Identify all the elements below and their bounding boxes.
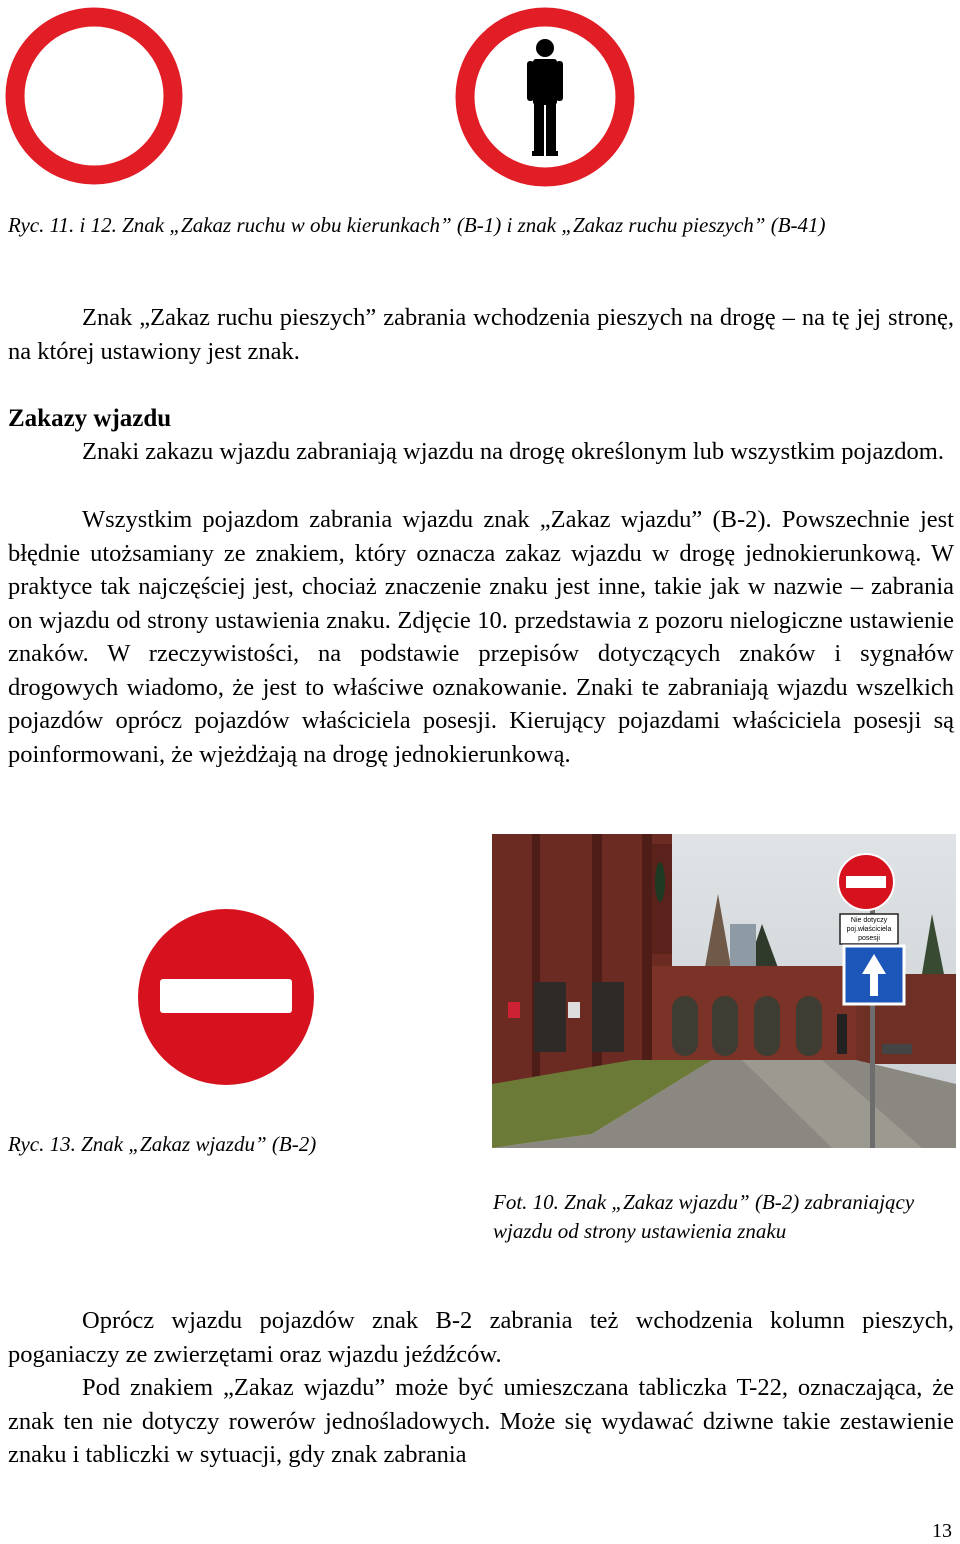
figure-caption: Fot. 10. Znak „Zakaz wjazdu” (B-2) zabraniający wjazdu od strony ustawienia znaku bbox=[493, 1190, 915, 1243]
no-pedestrians-sign-icon bbox=[454, 6, 636, 188]
no-entry-sign-icon bbox=[136, 906, 316, 1088]
paragraph: Znaki zakazu wjazdu zabraniają wjazdu na drogę określonym lub wszystkim pojazdom. bbox=[82, 438, 944, 465]
figure-caption: Ryc. 13. Znak „Zakaz wjazdu” (B-2) bbox=[8, 1132, 317, 1156]
plate-line-3: posesji bbox=[858, 935, 880, 942]
no-vehicles-sign-icon bbox=[4, 6, 184, 186]
plate-line-2: poj.właściciela bbox=[846, 926, 892, 933]
section-heading: Zakazy wjazdu bbox=[8, 405, 172, 432]
paragraph: Znak „Zakaz ruchu pieszych” zabrania wchodzenia pieszych na drogę – na tę jej stronę, na której ustawiony jest znak. bbox=[8, 304, 954, 365]
page-number: 13 bbox=[932, 1520, 952, 1542]
figure-caption: Ryc. 11. i 12. Znak „Zakaz ruchu w obu kierunkach” (B-1) i znak „Zakaz ruchu pieszych” (B-41) bbox=[8, 213, 826, 237]
paragraph: Pod znakiem „Zakaz wjazdu” może być umieszczana tabliczka T-22, oznaczająca, że znak ten nie dotyczy rowerów jednośladowych. Może się wydawać dziwne takie zestawienie znaku i tabliczki w sytuacji, gdy znak zabrania bbox=[8, 1374, 954, 1468]
plate-line-1: Nie dotyczy bbox=[850, 917, 888, 924]
paragraph: Oprócz wjazdu pojazdów znak B-2 zabrania też wchodzenia kolumn pieszych, poganiaczy ze zwierzętami oraz wjazdu jeźdźców. bbox=[8, 1307, 954, 1368]
paragraph: Wszystkim pojazdom zabrania wjazdu znak „Zakaz wjazdu” (B-2). Powszechnie jest błędnie utożsamiany ze znakiem, który oznacza zakaz wjazdu w drogę jednokierunkową. W praktyce tak najczęściej jest, chociaż znaczenie znaku jest inne, takie jak w nazwie – zabrania on wjazdu od strony ustawienia znaku. Zdjęcie 10. przedstawia z pozoru nielogiczne ustawienie znaków. W rzeczywistości, na podstawie przepisów dotyczących znaków i sygnałów drogowych wiadomo, że jest to właściwe oznakowanie. Znaki te zabraniają wjazdu wszelkich pojazdów oprócz pojazdów właściciela posesji. Kierujący pojazdami właściciela posesji są poinformowani, że wjeżdżają na drogę jednokierunkową. bbox=[8, 506, 954, 768]
street-photo bbox=[492, 834, 956, 1148]
